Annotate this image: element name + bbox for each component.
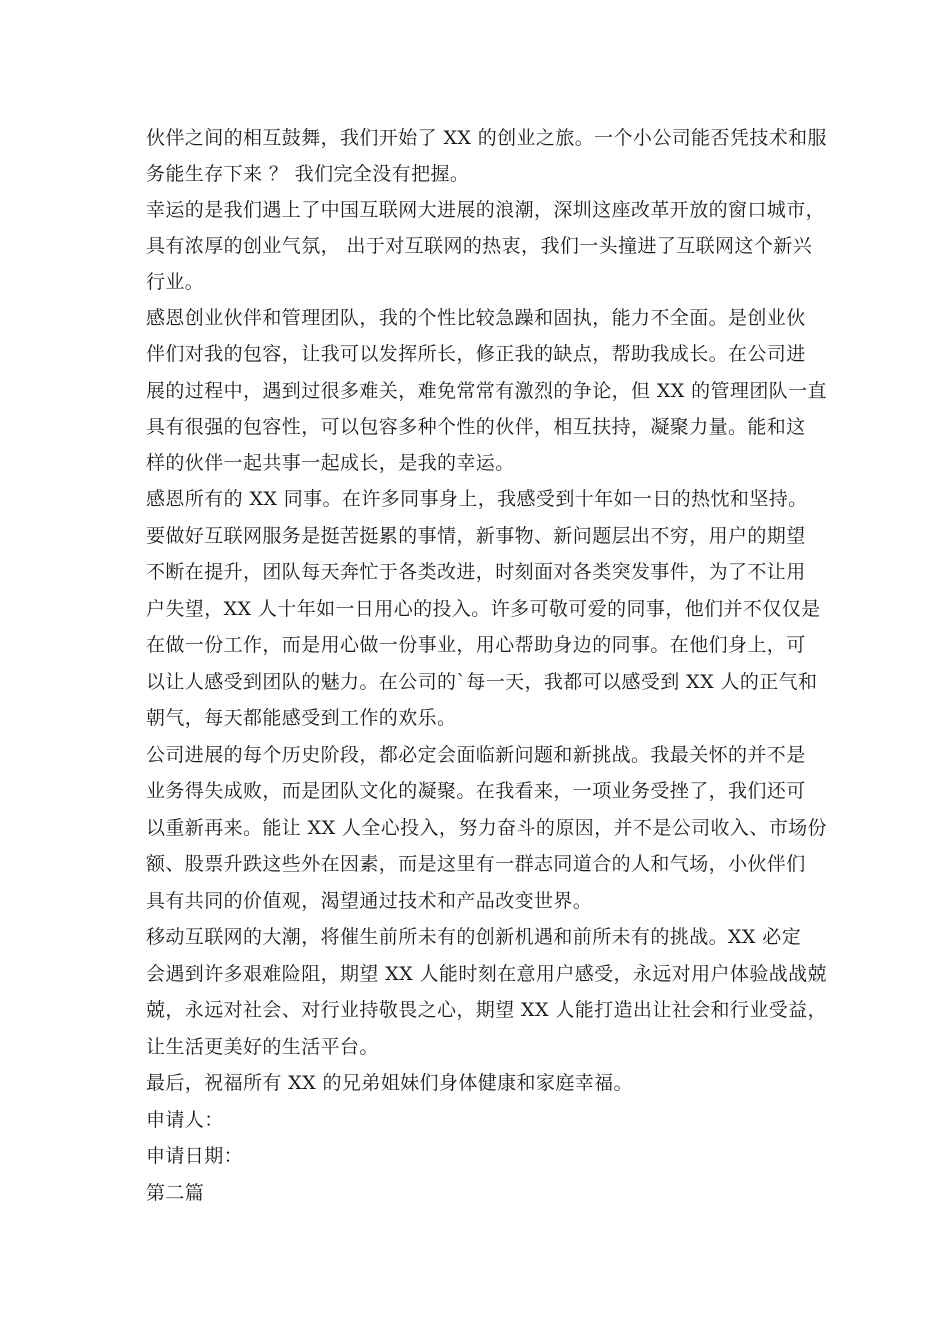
body-line: 兢，永远对社会、对行业持敬畏之心，期望 XX 人能打造出让社会和行业受益， bbox=[146, 999, 827, 1021]
body-line: 幸运的是我们遇上了中国互联网大进展的浪潮，深圳这座改革开放的窗口城市， bbox=[146, 199, 826, 221]
body-line: 具有共同的价值观，渴望通过技术和产品改变世界。 bbox=[146, 890, 593, 912]
application-date-label: 申请日期： bbox=[146, 1145, 244, 1167]
body-line: 行业。 bbox=[146, 271, 205, 293]
body-line: 会遇到许多艰难险阻，期望 XX 人能时刻在意用户感受，永远对用户体验战战兢 bbox=[146, 963, 827, 985]
body-line: 让生活更美好的生活平台。 bbox=[146, 1036, 379, 1058]
body-line: 以让人感受到团队的魅力。在公司的`每一天，我都可以感受到 XX 人的正气和 bbox=[146, 671, 818, 693]
body-line: 额、股票升跌这些外在因素，而是这里有一群志同道合的人和气场，小伙伴们 bbox=[146, 853, 806, 875]
body-line: 具有很强的包容性，可以包容多种个性的伙伴，相互扶持，凝聚力量。能和这 bbox=[146, 416, 806, 438]
body-line: 户失望，XX 人十年如一日用心的投入。许多可敬可爱的同事，他们并不仅仅是 bbox=[146, 598, 821, 620]
body-line: 朝气，每天都能感受到工作的欢乐。 bbox=[146, 707, 457, 729]
body-line: 感恩所有的 XX 同事。在许多同事身上，我感受到十年如一日的热忱和坚持。 bbox=[146, 488, 808, 510]
body-line: 样的伙伴一起共事一起成长，是我的幸运。 bbox=[146, 452, 515, 474]
body-line: 要做好互联网服务是挺苦挺累的事情，新事物、新问题层出不穷，用户的期望 bbox=[146, 525, 806, 547]
body-line: 不断在提升，团队每天奔忙于各类改进，时刻面对各类突发事件，为了不让用 bbox=[146, 561, 806, 583]
body-line: 务能生存下来 ？ 我们完全没有把握。 bbox=[146, 163, 470, 185]
body-line: 在做一份工作，而是用心做一份事业，用心帮助身边的同事。在他们身上，可 bbox=[146, 634, 806, 656]
body-line: 以重新再来。能让 XX 人全心投入，努力奋斗的原因，并不是公司收入、市场份 bbox=[146, 817, 827, 839]
body-line: 伙伴之间的相互鼓舞，我们开始了 XX 的创业之旅。一个小公司能否凭技术和服 bbox=[146, 127, 827, 149]
body-line: 公司进展的每个历史阶段，都必定会面临新问题和新挑战。我最关怀的并不是 bbox=[146, 744, 806, 766]
body-line: 具有浓厚的创业气氛， 出于对互联网的热衷，我们一头撞进了互联网这个新兴 bbox=[146, 235, 813, 257]
applicant-label: 申请人： bbox=[146, 1109, 224, 1131]
body-line: 最后，祝福所有 XX 的兄弟姐妹们身体健康和家庭幸福。 bbox=[146, 1072, 633, 1094]
body-line: 伴们对我的包容，让我可以发挥所长，修正我的缺点，帮助我成长。在公司进 bbox=[146, 343, 806, 365]
section-heading: 第二篇 bbox=[146, 1182, 205, 1204]
body-line: 移动互联网的大潮，将催生前所未有的创新机遇和前所未有的挑战。XX 必定 bbox=[146, 926, 802, 948]
body-line: 业务得失成败，而是团队文化的凝聚。在我看来，一项业务受挫了，我们还可 bbox=[146, 780, 806, 802]
body-line: 展的过程中，遇到过很多难关，难免常常有激烈的争论，但 XX 的管理团队一直 bbox=[146, 380, 827, 402]
body-line: 感恩创业伙伴和管理团队，我的个性比较急躁和固执，能力不全面。是创业伙 bbox=[146, 307, 806, 329]
